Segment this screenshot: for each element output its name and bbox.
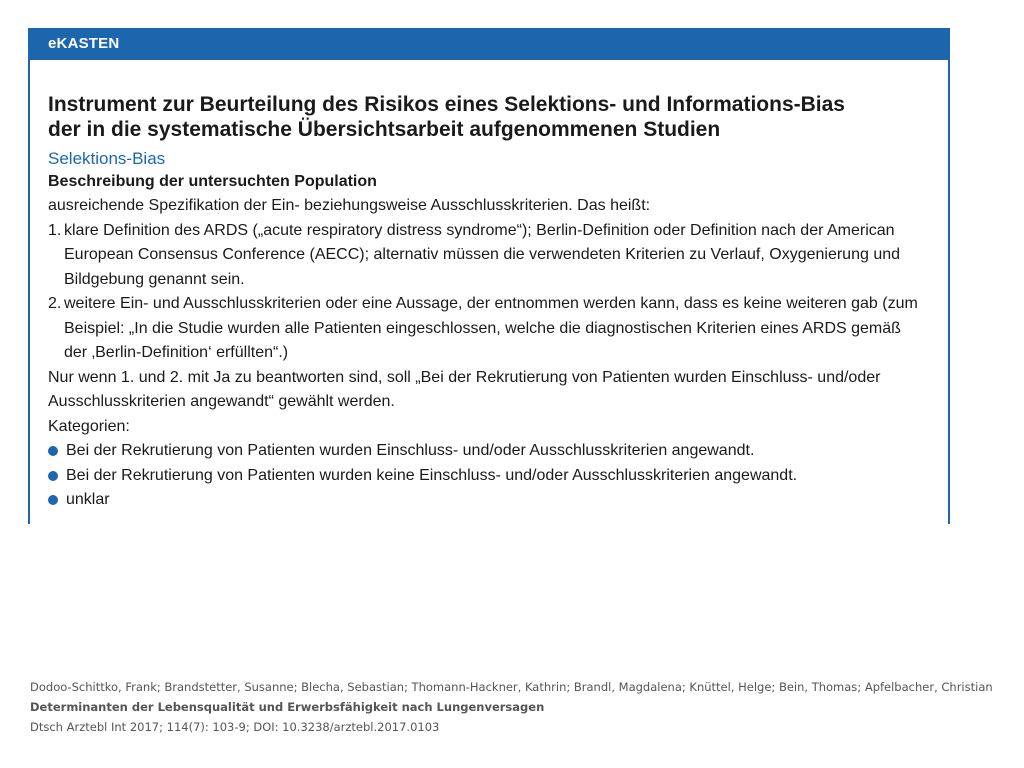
citation-authors: Dodoo-Schittko, Frank; Brandstetter, Susanne; Blecha, Sebastian; Thomann-Hackner, Kathrin; Brandl, Magdalena; Knüttel, Helge; Bein, Thomas; Apfelbacher, Christian (30, 680, 993, 694)
category-text: Bei der Rekrutierung von Patienten wurden Einschluss- und/oder Ausschlusskriterien angewandt. (66, 442, 755, 459)
citation-title: Determinanten der Lebensqualität und Erwerbsfähigkeit nach Lungenversagen (30, 700, 545, 714)
subheading: Beschreibung der untersuchten Population (48, 173, 377, 190)
section-title: Selektions-Bias (48, 149, 166, 168)
criteria-text: weitere Ein- und Ausschlusskriterien oder eine Aussage, der entnommen werden kann, dass es keine weiteren gab (zum Beispiel: „In die Studie wurden alle Patienten eingeschlossen, welche die diagnostischen Kriterien eines ARDS gemäß der ‚Berlin-Definition‘ erfüllten“.) (64, 295, 918, 361)
conclusion-text: Nur wenn 1. und 2. mit Ja zu beantworten sind, soll „Bei der Rekrutierung von Patienten wurden Einschluss- und/oder Ausschlusskriterien angewandt“ gewählt werden. (48, 368, 881, 410)
box-title-line-1: Instrument zur Beurteilung des Risikos eines Selektions- und Informations-Bias (48, 93, 845, 116)
bullet-icon (48, 446, 58, 456)
citation-source: Dtsch Arztebl Int 2017; 114(7): 103-9; DOI: 10.3238/arztebl.2017.0103 (30, 720, 440, 734)
categories-label: Kategorien: (48, 417, 130, 435)
criteria-number: 1. (48, 221, 62, 239)
category-text: Bei der Rekrutierung von Patienten wurden keine Einschluss- und/oder Ausschlusskriterien angewandt. (66, 466, 798, 484)
criteria-item-1 (48, 219, 948, 293)
citation (30, 677, 1010, 737)
criteria-text: klare Definition des ARDS („acute respiratory distress syndrome“); Berlin-Definition oder Definition nach der American European Consensus Conference (AECC); alternativ müssen die verwendeten Kriterien zu Verlauf, Oxygenierung und Bildgebung genannt sein. (64, 221, 901, 288)
ekasten-box (28, 28, 950, 524)
criteria-number: 2. (48, 295, 62, 312)
category-item (48, 464, 948, 489)
category-text: unklar (66, 491, 110, 508)
bullet-icon (48, 495, 58, 505)
bullet-icon (48, 471, 58, 481)
category-item (48, 488, 948, 513)
criteria-item-2 (48, 292, 948, 366)
box-header: eKASTEN (30, 28, 948, 60)
box-title (48, 92, 948, 142)
category-item (48, 439, 948, 464)
box-title-line-2: der in die systematische Übersichtsarbeit aufgenommenen Studien (48, 118, 721, 141)
intro-text: ausreichende Spezifikation der Ein- beziehungsweise Ausschlusskriterien. Das heißt: (48, 197, 651, 214)
box-content (30, 60, 948, 513)
